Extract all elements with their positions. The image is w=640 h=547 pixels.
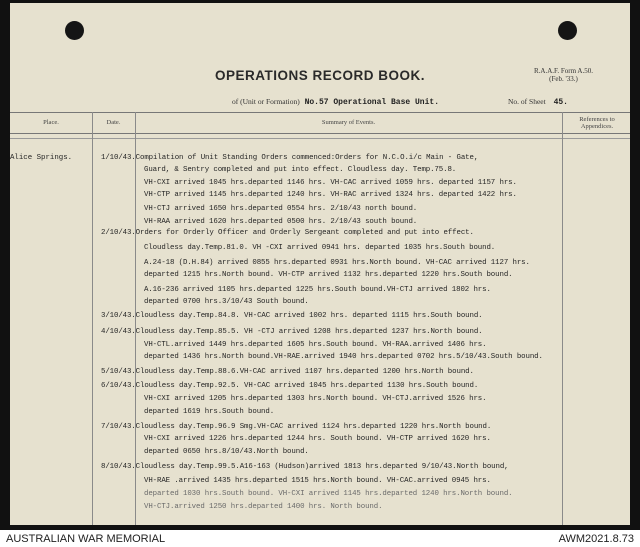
page-title: OPERATIONS RECORD BOOK. <box>214 68 425 83</box>
entry-line: 1/10/43.Compilation of Unit Standing Orders commenced:Orders for N.C.O.i/c Main - Gate, <box>101 154 479 162</box>
entry-line: departed 1215 hrs.North bound. VH-CTP arrived 1132 hrs.departed 1220 hrs.South bound. <box>144 271 513 279</box>
entry-line: 6/10/43.Cloudless day.Temp.92.5. VH-CAC arrived 1045 hrs.departed 1130 hrs.South bound. <box>101 382 479 390</box>
unit-line <box>232 97 439 107</box>
entry-line: VH-CTJ arrived 1650 hrs.departed 0554 hrs. 2/10/43 north bound. <box>144 205 418 213</box>
column-header-place: Place. <box>43 119 59 126</box>
entry-line: 8/10/43.Cloudless day.Temp.99.5.A16-163 (Hudson)arrived 1813 hrs.departed 9/10/43.North bound, <box>101 463 509 471</box>
form-reference <box>534 67 593 83</box>
entry-line: VH-CXI arrived 1226 hrs.departed 1244 hrs. South bound. VH-CTP arrived 1620 hrs. <box>144 435 491 443</box>
form-ref-date: (Feb. '33.) <box>549 75 578 83</box>
unit-value: No.57 Operational Base Unit. <box>304 98 439 107</box>
entry-line: VH-CTJ.arrived 1250 hrs.departed 1400 hrs. North bound. <box>144 503 383 511</box>
entry-line: departed 0700 hrs.3/10/43 South bound. <box>144 298 309 306</box>
entry-line: VH-CXI arrived 1205 hrs.departed 1303 hrs.North bound. VH-CTJ.arrived 1526 hrs. <box>144 395 487 403</box>
column-header-references: References to Appendices. <box>579 116 615 130</box>
footer-institution: AUSTRALIAN WAR MEMORIAL <box>6 533 166 545</box>
col-divider-place <box>92 112 93 525</box>
punch-hole-right <box>558 21 577 40</box>
entry-line: departed 1030 hrs.South bound. VH-CXI arrived 1145 hrs.departed 1240 hrs.North bound. <box>144 490 513 498</box>
entry-line: VH-CTL.arrived 1449 hrs.departed 1605 hrs.South bound. VH-RAA.arrived 1406 hrs. <box>144 341 487 349</box>
footer-reference: AWM2021.8.73 <box>558 533 634 545</box>
entry-line: 5/10/43.Cloudless day.Temp.88.6.VH-CAC arrived 1107 hrs.departed 1200 hrs.North bound. <box>101 368 474 376</box>
header-rule-top <box>10 112 630 113</box>
column-header-summary: Summary of Events. <box>321 119 376 126</box>
sheet-value: 45. <box>553 98 568 107</box>
punch-hole-left <box>65 21 84 40</box>
header-rule-bottom <box>10 133 630 134</box>
entry-line: 4/10/43.Cloudless day.Temp.85.5. VH -CTJ arrived 1208 hrs.departed 1237 hrs.North bound. <box>101 328 483 336</box>
entry-line: Guard, & Sentry completed and put into effect. Cloudless day. Temp.75.8. <box>144 166 457 174</box>
unit-label: of (Unit or Formation) <box>232 97 300 106</box>
entry-line: Cloudless day.Temp.81.0. VH -CXI arrived 0941 hrs. departed 1035 hrs.South bound. <box>144 244 496 252</box>
entry-line: VH-CTP arrived 1145 hrs.departed 1240 hrs. VH-RAC arrived 1324 hrs. departed 1422 hrs. <box>144 191 517 199</box>
entry-line: 2/10/43.Orders for Orderly Officer and Orderly Sergeant completed and put into effect. <box>101 229 474 237</box>
entry-line: VH-CXI arrived 1045 hrs.departed 1146 hrs. VH-CAC arrived 1059 hrs. departed 1157 hrs. <box>144 179 517 187</box>
entry-line: departed 0650 hrs.8/10/43.North bound. <box>144 448 309 456</box>
column-header-date: Date. <box>106 119 121 126</box>
entry-line: A.24-18 (D.H.84) arrived 0855 hrs.departed 0931 hrs.North bound. VH-CAC arrived 1127 hrs. <box>144 259 530 267</box>
entry-line: 7/10/43.Cloudless day.Temp.96.9 Smg.VH-CAC arrived 1124 hrs.departed 1220 hrs.North bound. <box>101 423 492 431</box>
entry-line: VH-RAE .arrived 1435 hrs.departed 1515 hrs.North bound. VH-CAC.arrived 0945 hrs. <box>144 477 491 485</box>
entry-line: 3/10/43.Cloudless day.Temp.84.8. VH-CAC arrived 1002 hrs. departed 1115 hrs.South bound. <box>101 312 483 320</box>
sheet-line <box>508 97 568 107</box>
entry-line: departed 1619 hrs.South bound. <box>144 408 275 416</box>
entry-line: A.16-236 arrived 1105 hrs.departed 1225 hrs.South bound.VH-CTJ arrived 1802 hrs. <box>144 286 491 294</box>
form-ref-number: R.A.A.F. Form A.50. <box>534 67 593 75</box>
sheet-label: No. of Sheet <box>508 97 546 106</box>
entry-line: VH-RAA arrived 1620 hrs.departed 0500 hrs. 2/10/43 south bound. <box>144 218 418 226</box>
entry-line: departed 1436 hrs.North bound.VH-RAE.arrived 1940 hrs.departed 0702 hrs.5/10/43.South bound. <box>144 353 543 361</box>
col-divider-summary <box>562 112 563 525</box>
header-rule-double <box>10 138 630 139</box>
record-sheet <box>10 3 630 525</box>
place-entry: Alice Springs. <box>10 154 73 162</box>
